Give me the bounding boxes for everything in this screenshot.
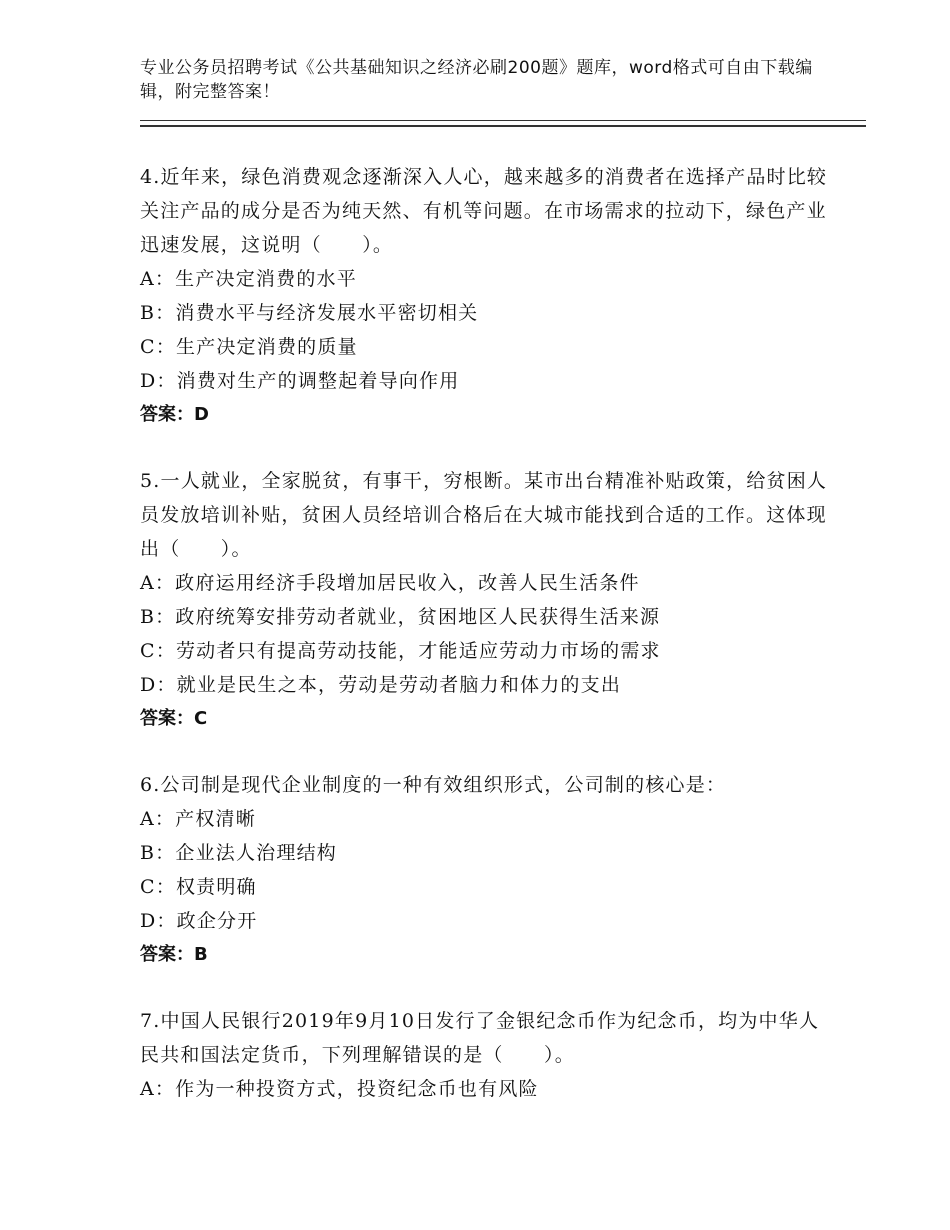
- question-stem: 7.中国人民银行2019年9月10日发行了金银纪念币作为纪念币，均为中华人民共和国法定货币，下列理解错误的是（ ）。: [140, 1010, 820, 1066]
- option-b: B：企业法人治理结构: [140, 842, 337, 864]
- option-b: B：政府统筹安排劳动者就业，贫困地区人民获得生活来源: [140, 606, 661, 628]
- answer-label: 答案：B: [140, 944, 208, 965]
- question-stem: 6.公司制是现代企业制度的一种有效组织形式，公司制的核心是：: [140, 774, 727, 796]
- header-divider: [140, 120, 866, 127]
- option-a: A：政府运用经济手段增加居民收入，改善人民生活条件: [140, 572, 640, 594]
- option-a: A：产权清晰: [140, 808, 256, 830]
- option-b: B：消费水平与经济发展水平密切相关: [140, 302, 479, 324]
- question-4: [140, 160, 830, 432]
- question-7: [140, 1004, 830, 1106]
- question-6: [140, 768, 830, 972]
- option-c: C：劳动者只有提高劳动技能，才能适应劳动力市场的需求: [140, 640, 661, 662]
- option-d: D：就业是民生之本，劳动是劳动者脑力和体力的支出: [140, 674, 622, 696]
- answer-label: 答案：C: [140, 708, 208, 729]
- option-a: A：生产决定消费的水平: [140, 268, 357, 290]
- answer-label: 答案：D: [140, 404, 209, 425]
- option-d: D：消费对生产的调整起着导向作用: [140, 370, 460, 392]
- question-5: [140, 464, 830, 736]
- option-a: A：作为一种投资方式，投资纪念币也有风险: [140, 1078, 539, 1100]
- option-c: C：生产决定消费的质量: [140, 336, 358, 358]
- document-header: 专业公务员招聘考试《公共基础知识之经济必刷200题》题库，word格式可自由下载编辑，附完整答案！: [140, 58, 813, 102]
- option-d: D：政企分开: [140, 910, 258, 932]
- question-stem: 5.一人就业，全家脱贫，有事干，穷根断。某市出台精准补贴政策，给贫困人员发放培训补贴，贫困人员经培训合格后在大城市能找到合适的工作。这体现出（ ）。: [140, 470, 828, 560]
- question-stem: 4.近年来，绿色消费观念逐渐深入人心，越来越多的消费者在选择产品时比较关注产品的成分是否为纯天然、有机等问题。在市场需求的拉动下，绿色产业迅速发展，这说明（ ）。: [140, 166, 828, 256]
- option-c: C：权责明确: [140, 876, 257, 898]
- question-list: [140, 160, 830, 1138]
